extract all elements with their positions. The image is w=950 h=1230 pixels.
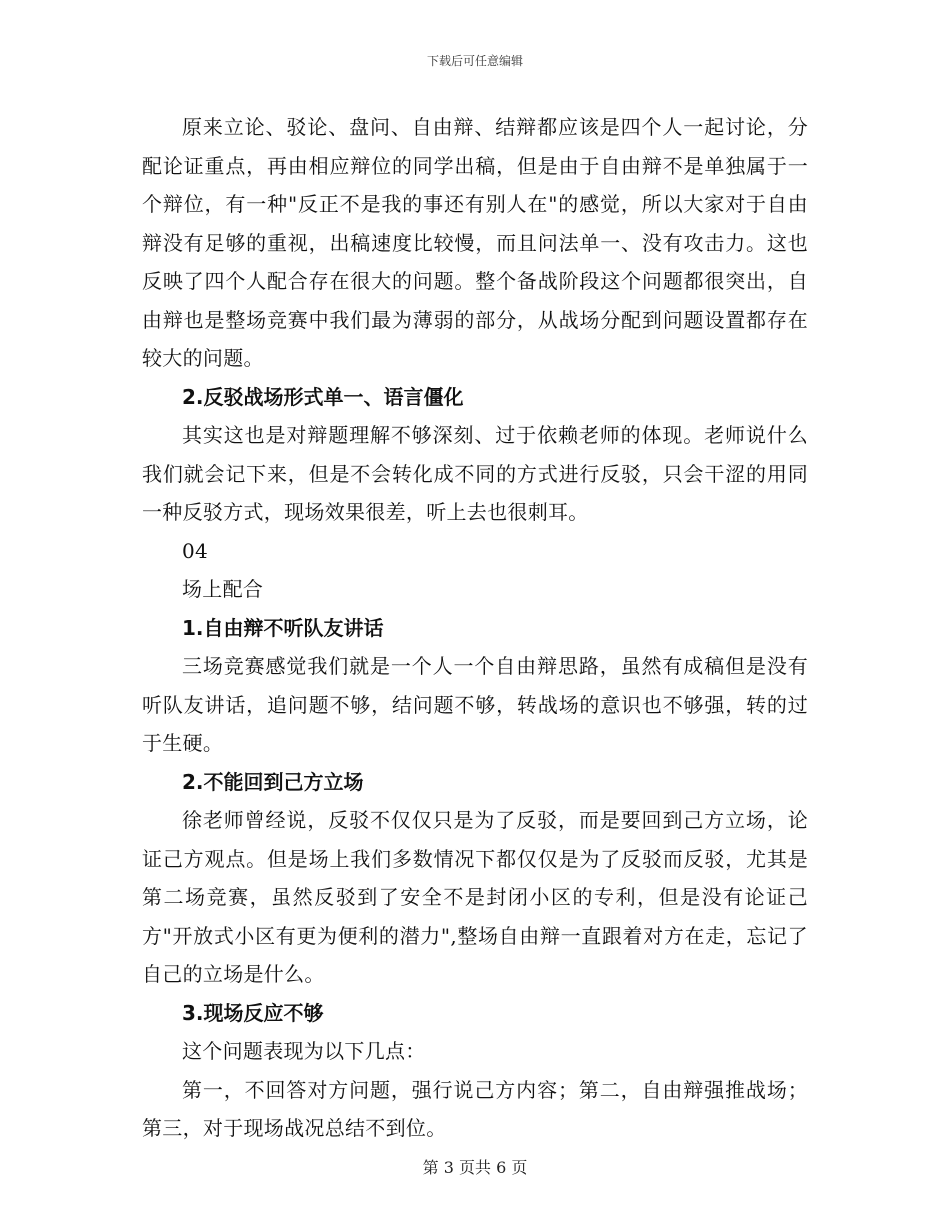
document-body [142, 108, 808, 1148]
page-header-note: 下载后可任意编辑 [426, 54, 523, 68]
paragraph-return-to-position: 徐老师曾经说，反驳不仅仅只是为了反驳，而是要回到己方立场，论证己方观点。但是场上我们多数情况下都仅仅是为了反驳而反驳，尤其是第二场竞赛，虽然反驳到了安全不是封闭小区的专利，但是没有论证己方"开放式小区有更为便利的潜力",整场自由辩一直跟着对方在走，忘记了自己的立场是什么。 [142, 808, 808, 986]
section-number: 04 [182, 538, 209, 563]
section-title: 场上配合 [182, 577, 264, 601]
paragraph-reaction-points: 第一，不回答对方问题，强行说己方内容；第二，自由辩强推战场；第三，对于现场战况总结不到位。 [142, 1077, 808, 1140]
paragraph-free-debate-preparation: 原来立论、驳论、盘问、自由辩、结辩都应该是四个人一起讨论，分配论证重点，再由相应辩位的同学出稿，但是由于自由辩不是单独属于一个辩位，有一种"反正不是我的事还有别人在"的感觉，所以大家对于自由辩没有足够的重视，出稿速度比较慢，而且问法单一、没有攻击力。这也反映了四个人配合存在很大的问题。整个备战阶段这个问题都很突出，自由辩也是整场竞赛中我们最为薄弱的部分，从战场分配到问题设置都存在较大的问题。 [142, 115, 808, 370]
paragraph-not-listening: 三场竞赛感觉我们就是一个人一个自由辩思路，虽然有成稿但是没有听队友讲话，追问题不够，结问题不够，转战场的意识也不够强，转的过于生硬。 [142, 654, 808, 755]
page-number: 第 3 页共 6 页 [422, 1158, 528, 1177]
heading-reaction: 3.现场反应不够 [182, 1000, 324, 1025]
paragraph-rebuttal-form: 其实这也是对辩题理解不够深刻、过于依赖老师的体现。老师说什么我们就会记下来，但是不会转化成不同的方式进行反驳，只会干涩的用同一种反驳方式，现场效果很差，听上去也很刺耳。 [142, 423, 808, 524]
heading-rebuttal-form: 2.反驳战场形式单一、语言僵化 [182, 384, 464, 409]
heading-not-listening: 1.自由辩不听队友讲话 [182, 615, 384, 640]
heading-return-to-position: 2.不能回到己方立场 [182, 769, 364, 794]
paragraph-reaction-intro: 这个问题表现为以下几点： [182, 1039, 426, 1063]
